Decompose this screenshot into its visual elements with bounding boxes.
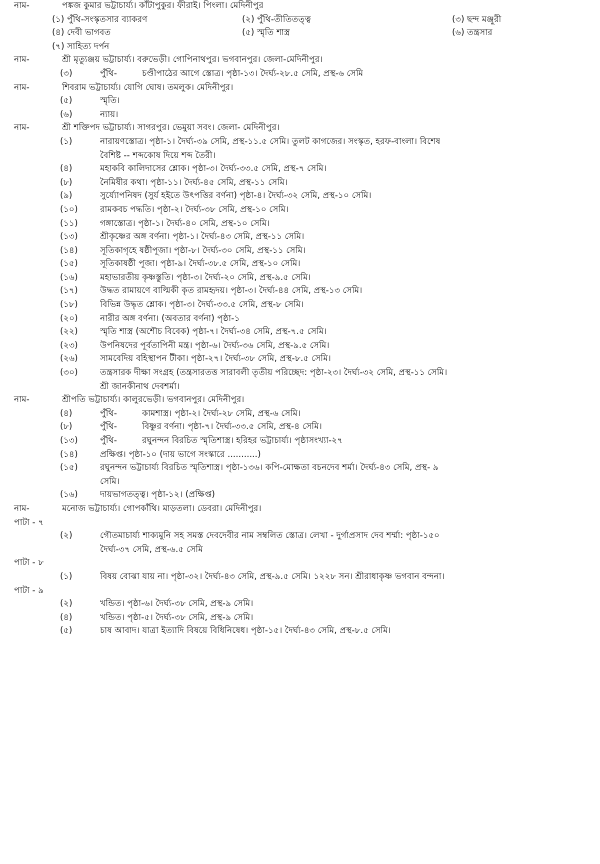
item-text: রঘুনন্দন বিরচিত স্মৃতিশাস্ত্র। হরিহর ভট্টাচার্য্য। পৃষ্ঠাসংখ্যা-২৭ xyxy=(142,436,343,446)
entry-section xyxy=(0,54,600,81)
section-header xyxy=(0,517,600,531)
item-text: স্মৃতি শাস্ত্র (অশৌচ বিবেক) পৃষ্ঠা-৭। দৈর্ঘ্য-৩৪ সেমি, প্রস্থ-৭.৫ সেমি। xyxy=(100,327,327,338)
list-item xyxy=(0,408,600,422)
item-number: (৩) xyxy=(60,68,73,79)
item-text: রঘুনন্দন ভট্টাচার্য্য বিরচিত স্মৃতিশাস্ত্র। পৃষ্ঠা-১৩৬। কপি-মোক্ষতা বচনদেব শর্মা। দৈর্ঘ্য-৪৩ সেমি, প্রস্থ- ৯ xyxy=(100,463,439,474)
item-number: (৪) xyxy=(60,612,73,623)
item-text-continued: সেমি। xyxy=(100,476,120,487)
section-header xyxy=(0,585,600,599)
list-item xyxy=(0,163,600,177)
entry-section xyxy=(0,0,600,54)
entry-section xyxy=(0,82,600,123)
name-label: নাম- xyxy=(14,123,30,134)
list-item xyxy=(0,435,600,449)
item-text: রামকবচ পদ্ধতি। পৃষ্ঠা-২। দৈর্ঘ্য-৩৮ সেমি, প্রস্থ-১০ সেমি। xyxy=(100,204,289,215)
name-label: নাম- xyxy=(14,1,30,11)
list-item xyxy=(0,612,600,626)
item-number: (২০) xyxy=(60,313,78,324)
item-text: স্মৃতি। xyxy=(100,96,120,107)
item-text: সুর্য্যোপনিষদ (সুর্য হইতে উৎপত্তির বর্ণনা) পৃষ্ঠা-৪। দৈর্ঘ্য-৩২ সেমি, প্রস্থ-১০ সেমি। xyxy=(100,191,372,202)
item-text: বিষয় বোঝা যায় না। পৃষ্ঠা-৩২। দৈর্ঘ্য-৪৩ সেমি, প্রস্থ-৯.৫ সেমি। ১২২৮ সন। শ্রীরাধাকৃষ্ণ ভগবান বন্দনা। xyxy=(100,571,445,582)
item-number: (২৬) xyxy=(60,354,78,365)
pata-label: পাটা - ৮ xyxy=(14,558,44,569)
list-item xyxy=(0,353,600,367)
item-number: (১৬) xyxy=(60,272,78,283)
item-number: (২২) xyxy=(60,327,78,338)
item-number: (২৩) xyxy=(60,340,78,351)
item-text: মহাভারতীয় কৃষ্ণস্তুতি। পৃষ্ঠা-৩। দৈর্ঘ্য-২০ সেমি, প্রস্থ-৯.৫ সেমি। xyxy=(100,272,311,283)
item-number: (৪) xyxy=(60,408,73,419)
item-number: (১৭) xyxy=(60,286,78,297)
list-item xyxy=(0,571,600,585)
item-number: (২) xyxy=(60,531,73,542)
section-header xyxy=(0,503,600,517)
person-header: শিবরাম ভট্টাচার্য্য। যোগি ঘোষ। তমলুক। মেদিনীপুর। xyxy=(62,82,234,93)
name-label: নাম- xyxy=(14,395,30,406)
list-item xyxy=(0,245,600,259)
item-text: সামবেদিয় বহিস্থাপন টীকা। পৃষ্ঠা-২৭। দৈর্ঘ্য-৩৮ সেমি, প্রস্থ-৮.৫ সেমি। xyxy=(100,354,331,365)
person-header: পঙ্কজ কুমার ভট্টাচার্য্য। কাঁটাপুকুর। ফীরাই। পিংলা। মেদিনীপুর xyxy=(62,1,264,11)
item-number: (১৫) xyxy=(60,259,78,270)
pata-section xyxy=(0,557,600,584)
list-item xyxy=(0,530,600,544)
item-kind: পুঁথি- xyxy=(100,68,117,79)
item-text: গৌতমাচার্য্য শাক্যমুনি সহ সমস্ত দেবদেবীর নাম সম্বলিত স্তোত্র। লেখা - দুর্গাপ্রসাদ দেব শর্ম্মা: পৃষ্ঠা-১৫০ xyxy=(100,531,440,542)
item-number: (১০) xyxy=(60,204,78,215)
item-number: (৫) xyxy=(60,96,73,107)
list-item xyxy=(0,299,600,313)
work-item: (১) পুঁথি-সংস্কৃতসার ব্যাকরণ xyxy=(52,14,148,25)
item-number: (১৩) xyxy=(60,232,78,243)
item-number: (৪) xyxy=(60,164,73,175)
item-number: (২) xyxy=(60,599,73,610)
name-label: নাম- xyxy=(14,82,30,93)
list-item xyxy=(0,367,600,381)
list-item xyxy=(0,68,600,82)
item-number: (১৪) xyxy=(60,449,78,460)
list-item xyxy=(0,313,600,327)
list-item xyxy=(0,272,600,286)
person-header: শ্রী শক্তিপদ ভট্টাচার্য্য। সাগরপুর। ভেমুয়া সবং। জেলা- মেদিনীপুর। xyxy=(62,123,280,134)
item-text: প্রক্ষিপ্ত। পৃষ্ঠা-১০ (দায় ভাগে সংস্কারে ...........) xyxy=(100,449,261,460)
section-header xyxy=(0,54,600,68)
list-item xyxy=(0,95,600,109)
section-header xyxy=(0,122,600,136)
item-number: (১৩) xyxy=(60,436,78,446)
item-text: নৈমিষীর কথা। পৃষ্ঠা-১১। দৈর্ঘ্য-৪৫ সেমি, প্রস্থ-১১ সেমি। xyxy=(100,177,288,188)
item-text: মহাকবি কালিদাসের শ্লোক। পৃষ্ঠা-৩। দৈর্ঘ্য-৩৩.৫ সেমি, প্রস্থ-৭ সেমি। xyxy=(100,164,327,175)
section-header xyxy=(0,394,600,408)
item-number: (১৪) xyxy=(60,245,78,256)
section-header xyxy=(0,82,600,96)
work-item: (২) পুঁথি-তীতিতত্ত্ব xyxy=(242,14,311,25)
list-item xyxy=(0,326,600,340)
item-number: (৯) xyxy=(60,191,73,202)
item-text: গঙ্গাস্তোত্র। পৃষ্ঠা-১। দৈর্ঘ্য-৪০ সেমি, প্রস্থ-১০ সেমি। xyxy=(100,218,270,229)
item-number: (১) xyxy=(60,571,73,582)
work-item: (৬) তন্ত্রসার xyxy=(452,28,493,39)
list-item xyxy=(0,449,600,463)
work-item: (৪) দেবী ভাগবত xyxy=(52,28,111,39)
item-kind: পুঁথি- xyxy=(100,422,117,433)
work-item: (৭) সাহিত্য দর্পন xyxy=(52,41,110,52)
person-header: শ্রী মৃত্যুঞ্জয় ভট্টাচার্য্য। বরুভেড়ী। গোপিনাথপুর। ভগবানপুর। জেলা-মেদিনীপুর। xyxy=(62,55,323,66)
item-number: (১১) xyxy=(60,218,78,229)
item-kind: পুঁথি- xyxy=(100,408,117,419)
list-item xyxy=(0,258,600,272)
item-text: নারায়ণস্তোত্র। পৃষ্ঠা-১। দৈর্ঘ্য-৩৯ সেমি, প্রস্থ-১১.৫ সেমি। তুলট কাগজের। সংস্কৃত, হরফ-বাংলা। বিশেষ xyxy=(100,136,441,147)
item-number: (৩০) xyxy=(60,368,78,379)
section-header xyxy=(0,0,600,14)
pata-label: পাটা - ৯ xyxy=(14,585,44,596)
item-text: কামশাস্ত্র। পৃষ্ঠা-২। দৈর্ঘ্য-২৮ সেমি, প্রস্থ-৬ সেমি। xyxy=(142,408,301,419)
item-number: (৬) xyxy=(60,109,73,120)
item-text: খন্ডিত। পৃষ্ঠা-৬। দৈর্ঘ্য-৩৮ সেমি, প্রস্থ-৯ সেমি। xyxy=(100,599,254,610)
item-text: উপনিষদের পূর্বতাপিনী মন্ত্র। পৃষ্ঠা-৬। দৈর্ঘ্য-৩৬ সেমি, প্রস্থ-৯.৫ সেমি। xyxy=(100,340,330,351)
item-number: (১৬) xyxy=(60,490,78,501)
work-item: (৩) ছন্দ মঞ্জুরী xyxy=(452,14,502,25)
item-text: খন্ডিত। পৃষ্ঠা-৫। দৈর্ঘ্য-৩৮ সেমি, প্রস্থ-৯ সেমি। xyxy=(100,612,254,623)
works-row xyxy=(0,14,600,28)
item-kind: পুঁথি- xyxy=(100,436,117,446)
item-text: বিভিন্ন উদ্ধৃত শ্লোক। পৃষ্ঠা-৩। দৈর্ঘ্য-৩৩.৫ সেমি, প্রস্থ-৮ সেমি। xyxy=(100,300,304,311)
item-text-continued: বৈশিষ্ট -- শব্দকোষ দিয়ে শব্দ তৈরী। xyxy=(100,150,216,161)
works-row xyxy=(0,27,600,41)
list-item xyxy=(0,109,600,123)
item-text: ন্যায়। xyxy=(100,109,119,120)
list-item xyxy=(0,190,600,204)
item-number: (৫) xyxy=(60,626,73,637)
item-number: (৮) xyxy=(60,422,73,433)
item-text: তন্ত্রসারক দীক্ষা সংগ্রহ (তন্ত্রসারতত্ত সারাবলী তৃতীয় পরিচ্ছেদ: পৃষ্ঠা-২৩। দৈর্ঘ্য-৩২ সেমি, প্রস্থ-১১ সেমি। xyxy=(100,368,448,379)
list-item xyxy=(0,340,600,354)
entry-section xyxy=(0,503,600,517)
name-label: নাম- xyxy=(14,503,30,514)
item-text: বিষ্ণুর বর্ণনা। পৃষ্ঠা-৭। দৈর্ঘ্য-৩৩.৫ সেমি, প্রস্থ-৪ সেমি। xyxy=(142,422,322,433)
list-item xyxy=(0,218,600,232)
item-text: সূতিকাষষ্ঠী পূজা। পৃষ্ঠা-৯। দৈর্ঘ্য-৩৮.৫ সেমি, প্রস্থ-১০ সেমি। xyxy=(100,259,301,270)
entry-section xyxy=(0,394,600,503)
list-item xyxy=(0,489,600,503)
item-number: (১) xyxy=(60,136,73,147)
list-item xyxy=(0,462,600,476)
list-item xyxy=(0,136,600,150)
item-text-continued: শ্রী জানকীনাথ দেবশর্মা। xyxy=(100,381,180,392)
item-number: (৮) xyxy=(60,177,73,188)
item-text: চাষ আবাদ। যাত্রা ইত্যাদি বিষয়ে বিধিনিষেধ। পৃষ্ঠা-১৫। দৈর্ঘ্য-৪৩ সেমি, প্রস্থ-৮.৫ সেমি। xyxy=(100,626,391,637)
list-item xyxy=(0,231,600,245)
item-text: শ্রীকৃষ্ণের অঙ্গ বর্ণনা। পৃষ্ঠা-১। দৈর্ঘ্য-৪৩ সেমি, প্রস্থ-১১ সেমি। xyxy=(100,232,305,243)
list-item xyxy=(0,421,600,435)
item-text: উদ্ধত রামায়ণে বাল্মিকী কৃত রামহৃদয়। পৃষ্ঠা-৩। দৈর্ঘ্য-৪৪ সেমি, প্রস্থ-১৩ সেমি। xyxy=(100,286,363,297)
person-header: শ্রীপতি ভট্টাচার্য্য। কালুরভেড়ী। ভগবানপুর। মেদিনীপুর। xyxy=(62,395,245,406)
works-row xyxy=(0,41,600,55)
item-text: নারীর অঙ্গ বর্ণনা। (অবতার বর্ণনা) পৃষ্ঠা-১ xyxy=(100,313,240,324)
item-text: চণ্ডীপাঠের আগে স্তোত্র। পৃষ্ঠা-১৩। দৈর্ঘ্য-২৮.৫ সেমি, প্রস্থ-৬ সেমি xyxy=(142,68,364,79)
name-label: নাম- xyxy=(14,55,30,66)
pata-section xyxy=(0,585,600,639)
list-item xyxy=(0,625,600,639)
section-header xyxy=(0,557,600,571)
item-text: দায়ভাগতত্ত্ব। পৃষ্ঠা-১২। (প্রক্ষিপ্ত) xyxy=(100,490,216,501)
item-number: (১৫) xyxy=(60,463,78,474)
pata-section xyxy=(0,517,600,558)
work-item: (৫) স্মৃতি শাস্ত্র xyxy=(242,28,290,39)
person-header: মনোজ ভট্টাচার্য্য। গোপকাঁথি। মাড়তলা। ডেবরা। মেদিনীপুর। xyxy=(62,503,262,514)
list-item xyxy=(0,204,600,218)
list-item xyxy=(0,598,600,612)
pata-label: পাটা - ৭ xyxy=(14,517,44,528)
item-text-continued: দৈর্ঘ্য-৩৭ সেমি, প্রস্থ-৬.৫ সেমি xyxy=(100,544,203,555)
item-text: সূতিকাগৃহে ষষ্ঠীপূজা। পৃষ্ঠা-৮। দৈর্ঘ্য-৩০ সেমি, প্রস্থ-১১ সেমি। xyxy=(100,245,306,256)
entry-section xyxy=(0,122,600,394)
item-number: (১৮) xyxy=(60,300,78,311)
list-item xyxy=(0,177,600,191)
list-item xyxy=(0,285,600,299)
